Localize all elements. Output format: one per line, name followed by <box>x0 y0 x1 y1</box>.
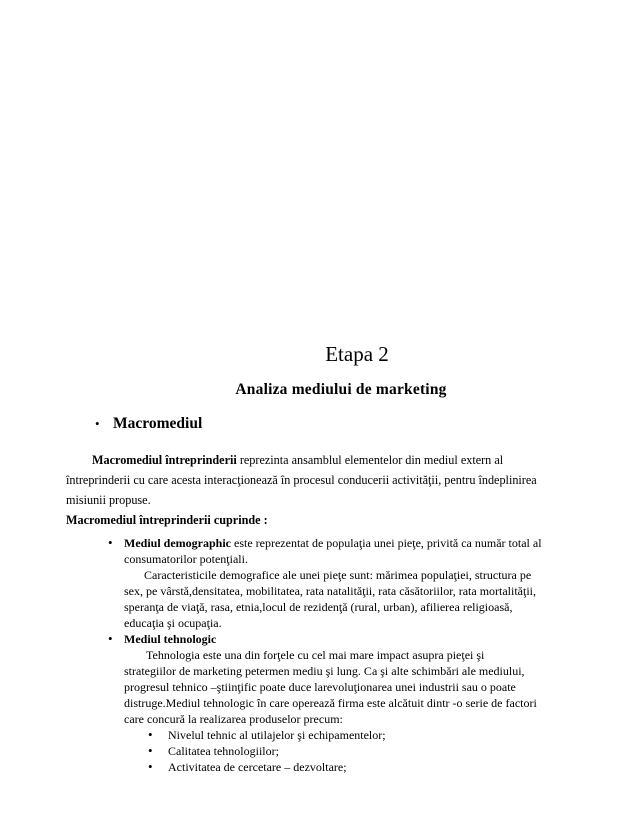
sub-list-item: Calitatea tehnologiilor; <box>168 744 279 758</box>
bullet-marker: • <box>108 631 113 646</box>
demographic-line-1-text: este reprezentat de populaţia unei pieţe, privită ca număr total al <box>231 536 542 550</box>
demographic-bold-term: Mediul demographic <box>124 536 231 550</box>
technological-line-1: Tehnologia este una din forţele cu cel mai mare impact asupra pieţei şi <box>146 648 485 662</box>
demographic-line-2: consumatorilor potenţiali. <box>124 552 248 566</box>
bullet-marker: • <box>95 416 100 431</box>
macromediul-heading: Macromediul <box>113 415 203 432</box>
technological-line-4: distruge.Mediul tehnologic în care operează firma este alcătuit dintr -o serie de factori <box>124 696 537 710</box>
bullet-marker: • <box>108 535 113 550</box>
page-title: Etapa 2 <box>325 342 389 366</box>
sub-list-item: Activitatea de cercetare – dezvoltare; <box>168 760 347 774</box>
demographic-line-1 <box>124 535 542 552</box>
demographic-line-5: speranţa de viaţă, rasa, etnia,locul de rezidenţă (rural, urban), afilierea religioasă, <box>124 600 513 614</box>
intro-line-3: misiunii propuse. <box>66 493 151 507</box>
demographic-line-6: educaţia şi ocupaţia. <box>124 616 222 630</box>
intro-bold-term: Macromediul întreprinderii <box>92 453 237 467</box>
bullet-marker: • <box>148 759 153 774</box>
demographic-line-4: sex, pe vârstă,densitatea, mobilitatea, rata natalităţii, rata căsătoriilor, rata mortalităţii, <box>124 584 537 598</box>
intro-line-2: întreprinderii cu care acesta interacţionează în procesul conducerii activităţii, pentru îndeplinirea <box>66 473 537 487</box>
technological-line-5: care concură la realizarea produselor precum: <box>124 712 343 726</box>
technological-line-2: strategiilor de marketing petermen mediu şi lung. Ca şi alte schimbări ale mediului, <box>124 664 525 678</box>
list-heading: Macromediul întreprinderii cuprinde : <box>66 513 268 527</box>
bullet-marker: • <box>148 743 153 758</box>
demographic-line-3: Caracteristicile demografice ale unei pieţe sunt: mărimea populaţiei, structura pe <box>144 568 532 582</box>
sub-list-item: Nivelul tehnic al utilajelor şi echipamentelor; <box>168 728 386 742</box>
intro-line-1 <box>92 452 503 469</box>
technological-line-3: progresul tehnico –ştiinţific poate duce larevoluţionarea unei industrii sau o poate <box>124 680 516 694</box>
intro-line-1-text: reprezinta ansamblul elementelor din mediul extern al <box>236 453 504 467</box>
technological-heading: Mediul tehnologic <box>124 632 217 646</box>
bullet-marker: • <box>148 727 153 742</box>
section-subtitle: Analiza mediului de marketing <box>235 381 447 398</box>
